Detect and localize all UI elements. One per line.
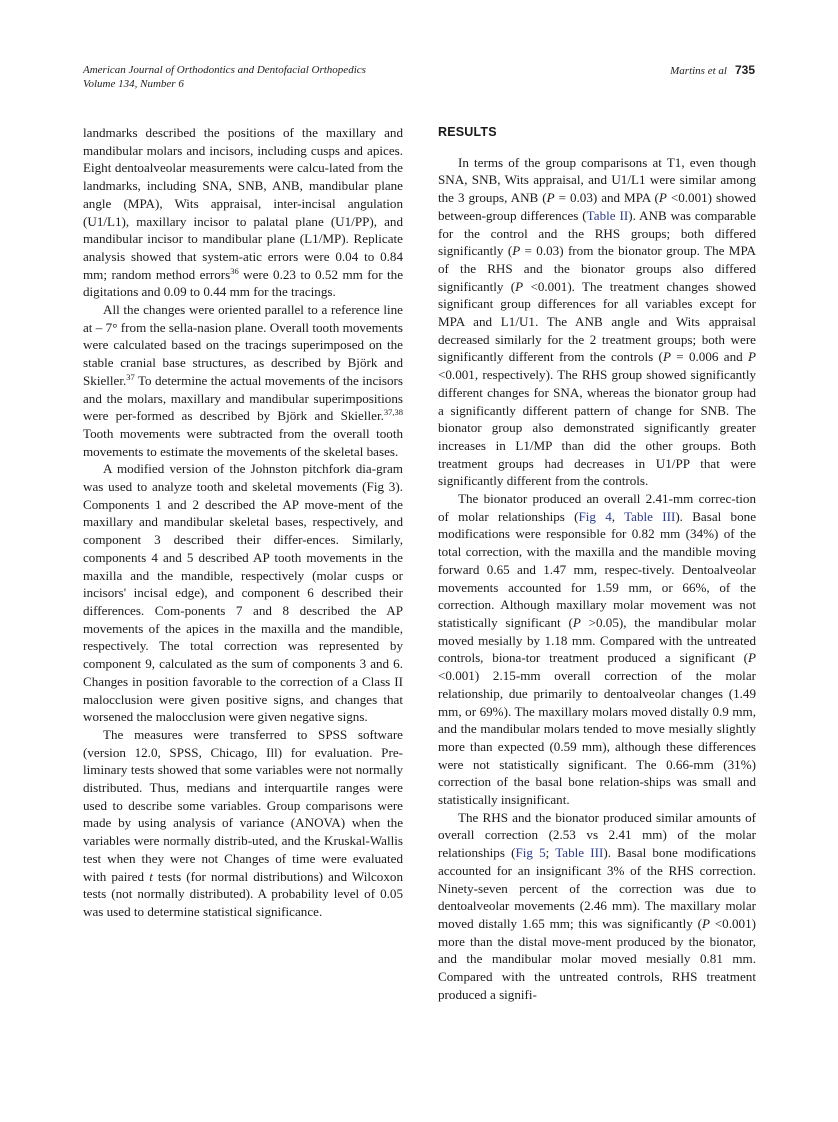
paragraph-methods-pitchfork: A modified version of the Johnston pitchfork dia-gram was used to analyze tooth and skeletal movements (Fig 3). Components 1 and 2 described the AP move-ment of the maxillary and mandibular skeletal bases, respectively, and component 3 described their differ-ences. Similarly, components 4 and 5 described AP tooth movements in the maxilla and the mandible, respectively (molar cusps or incisors' incisal edge), and component 6 described their differences. Com-ponents 7 and 8 described the AP movements of the apices in the maxilla and the mandible, respectively. The total correction was represented by component 9, calculated as the sum of components 3 and 6. Changes in position favorable to the correction of a Class II malocclusion were given positive signs, and changes that worsened the malocclusion were given negative signs. (83, 461, 403, 725)
table-link[interactable]: Table II (586, 207, 629, 223)
paragraph-results-bionator: The bionator produced an overall 2.41-mm correc-tion of molar relationships (Fig 4, Table III). Basal bone modifications were responsible for 0.82 mm (34%) of the total correction, with the maxilla and the mandible moving forward 0.65 and 1.47 mm, respec-tively. Dentoalveolar movements accounted for 1.59 mm, or 66%, of the correction. Although maxillary molar movement was not statistically significant (P >0.05), the mandibular molar moved mesially by 1.18 mm. Compared with the untreated controls, biona-tor treatment produced a significant (P <0.001) 2.15-mm overall correction of the molar relationship, due primarily to dentoalveolar changes (1.49 mm, or 69%). The maxillary molars moved distally 0.9 mm, and the mandibular molars tended to move mesially slightly more than expected (0.59 mm), although these differences were not statistically significant. The 0.66-mm (31%) correction of the basal bone relation-ships was small and statistically insignificant. (438, 491, 757, 808)
paragraph-methods-orientation: All the changes were oriented parallel to a reference line at – 7° from the sella-nasion plane. Overall tooth movements were calculated based on the tracings superimposed on the stable cranial base structures, as described by Björk and Skieller.$^{37}$ To determine the actual movements of the incisors and the molars, maxillary and mandibular superimpositions were per-formed as described by Björk and Skieller.$^{37,38}$ Tooth movements were subtracted from the overall tooth movements to estimate the movements of the skeletal bases. (83, 302, 403, 459)
left-column (83, 124, 403, 921)
figure-link[interactable]: Fig 4 (578, 508, 612, 524)
citation-ref[interactable]: 37 (126, 371, 135, 382)
table-link[interactable]: Table III (624, 508, 676, 524)
page-number: 735 (734, 63, 755, 77)
author-page (670, 63, 755, 78)
journal-volume: Volume 134, Number 6 (83, 78, 184, 90)
running-authors: Martins et al (670, 65, 727, 77)
paragraph-results-t1: In terms of the group comparisons at T1, even though SNA, SNB, Wits appraisal, and U1/L1 were similar among the 3 groups, ANB (P = 0.03) and MPA (P <0.001) showed between-group differences (Table II). ANB was comparable for the control and the RHS groups; both differed significantly (P = 0.03) from the bionator group. The MPA of the RHS and the bionator groups also differed significantly (P <0.001). The treatment changes showed significant group differences for all variables except for MPA and L1/U1. The ANB angle and Wits appraisal decreased similarly for the 2 treatment groups; both were significantly different from the controls (P = 0.006 and P <0.001, respectively). The RHS group showed significantly different changes for SNA, whereas the bionator group had a significantly different pattern of change for SNB. The bionator group also demonstrated significantly greater increases in L1/MP than did the other groups. Both treatment groups had decreases in U1/PP that were significantly different from the controls. (438, 154, 757, 489)
paragraph-methods-statistics: The measures were transferred to SPSS software (version 12.0, SPSS, Chicago, Ill) for evaluation. Pre-liminary tests showed that some variables were not normally distributed. Thus, medians and interquartile ranges were used to describe some variables. Group comparisons were made by using analysis of variance (ANOVA) when the variables were normally distrib-uted, and the Kruskal-Wallis test when they were not Changes of time were evaluated with paired t tests (for normal distributions) and Wilcoxon tests (not normally distributed). A probability level of 0.05 was used to determine statistical significance. (83, 726, 403, 919)
paragraph-results-rhs: The RHS and the bionator produced similar amounts of overall correction (2.53 vs 2.41 mm) of the molar relationships (Fig 5; Table III). Basal bone modifications accounted for an insignificant 3% of the RHS correction. Ninety-seven percent of the correction was due to dentoalveolar movements (2.46 mm). The maxillary molar moved distally 1.65 mm; this was significantly (P <0.001) more than the distal move-ment produced by the bionator, and the mandibular molar moved mesially 0.81 mm. Compared with the untreated controls, RHS treatment produced a signifi- (438, 809, 756, 1002)
citation-ref[interactable]: 36 (230, 265, 239, 276)
paragraph-methods-landmarks: landmarks described the positions of the maxillary and mandibular molars and incisors, including cusps and apices. Eight dentoalveolar measurements were calcu-lated from the landmarks, including SNA, SNB, ANB, mandibular plane angle (MPA), Wits appraisal, inter-incisal angulation (U1/L1), maxillary incisor to palatal plane (U1/PP), and mandibular incisor to mandibular plane (L1/MP). Replicate analysis showed that system-atic errors were 0.04 to 0.84 mm; random method errors$^{36}$ were 0.23 to 0.52 mm for the digitations and 0.09 to 0.44 mm for the tracings. (83, 125, 404, 300)
journal-title: American Journal of Orthodontics and Dentofacial Orthopedics (83, 64, 366, 76)
section-heading-results: RESULTS (438, 125, 497, 139)
right-column (438, 124, 756, 1003)
table-link[interactable]: Table III (555, 845, 604, 861)
journal-info (83, 63, 366, 91)
figure-link[interactable]: Fig 5 (515, 845, 546, 861)
citation-ref[interactable]: 37,38 (383, 407, 403, 418)
